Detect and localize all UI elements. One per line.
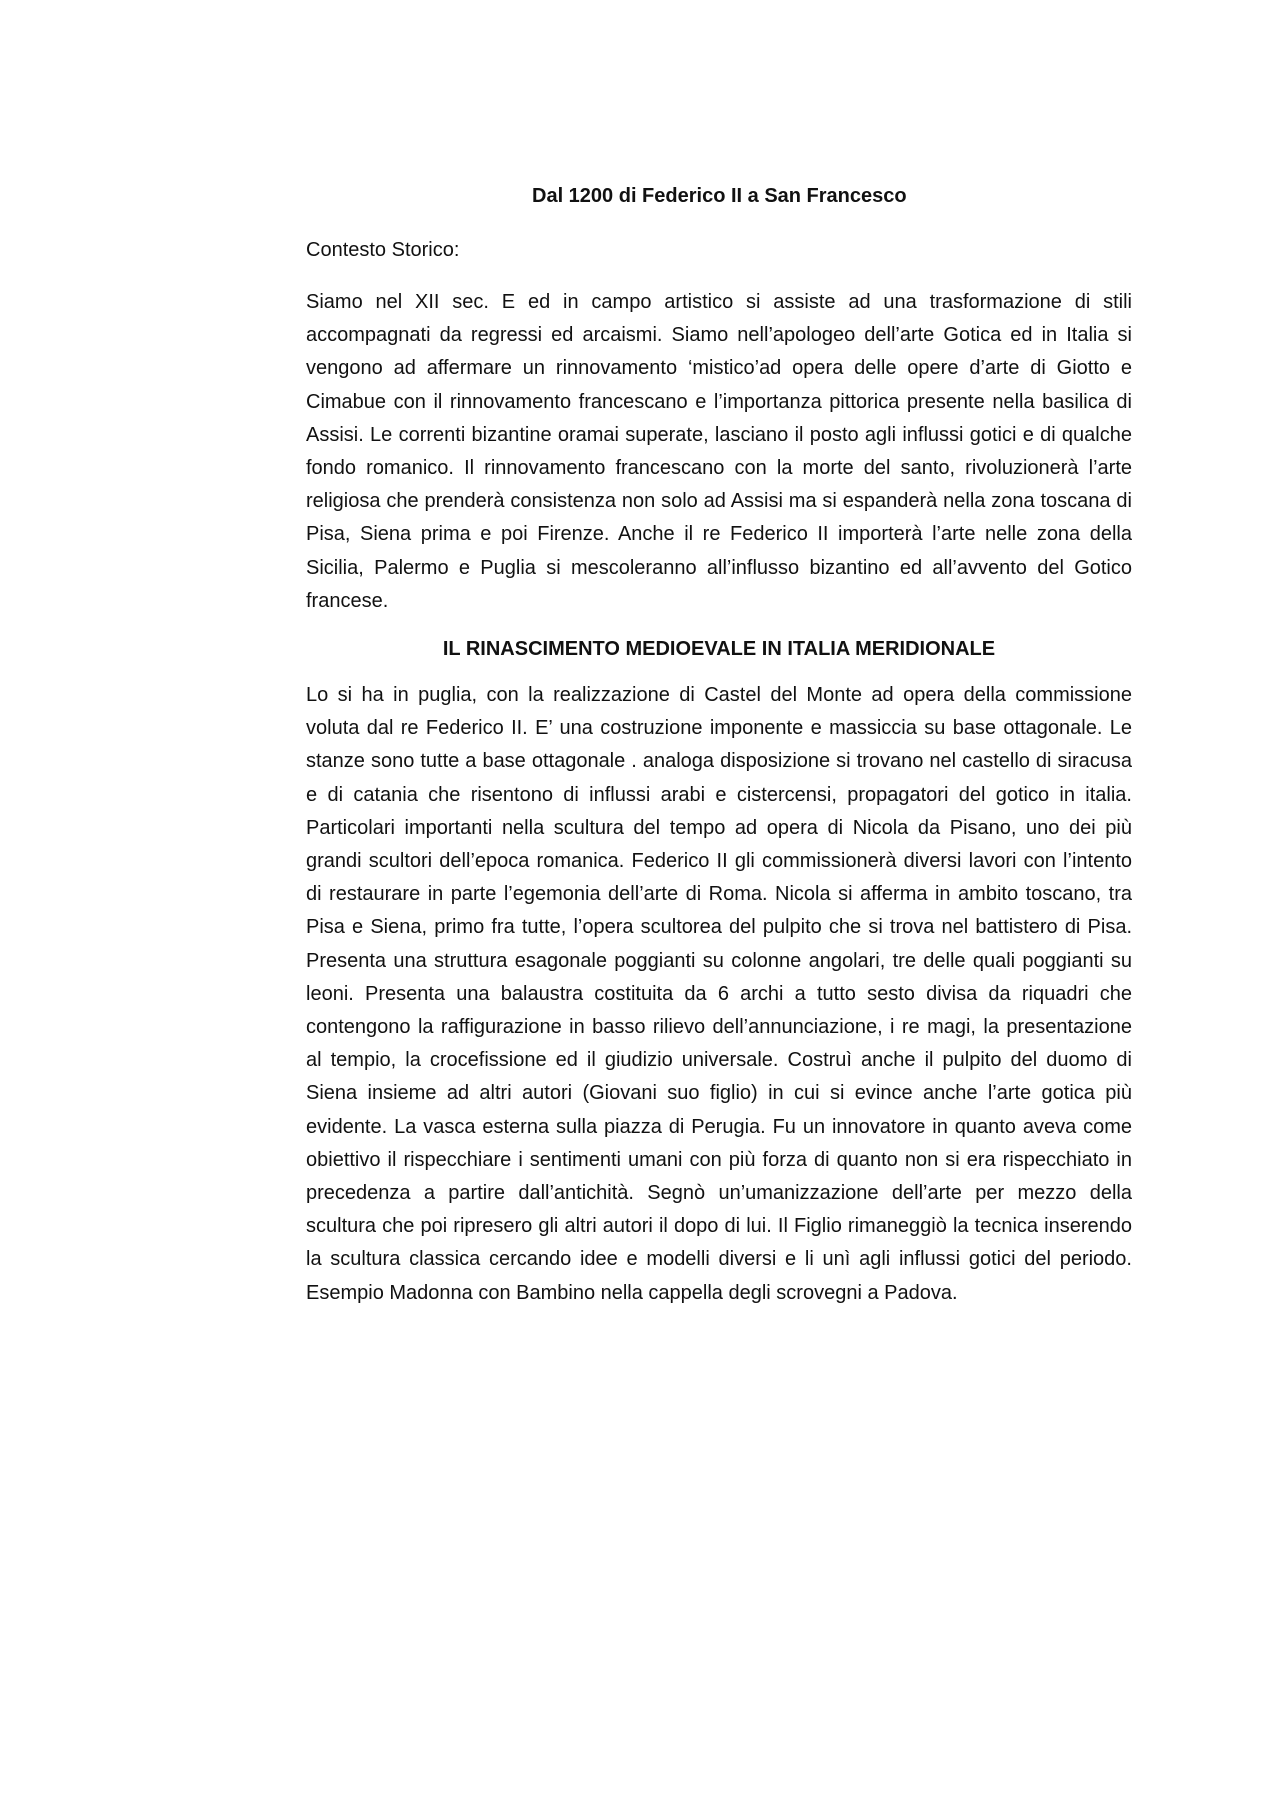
document-body — [306, 182, 1132, 1327]
document-title: Dal 1200 di Federico II a San Francesco — [532, 185, 907, 207]
paragraph-southern-italy: Lo si ha in puglia, con la realizzazione di Castel del Monte ad opera della commissione voluta dal re Federico II. E’ una costruzione imponente e massiccia su base ottagonale. Le stanze sono tutte a base ottagonale . analoga disposizione si trovano nel castello di siracusa e di catania che risentono di influssi arabi e cistercensi, propagatori del gotico in italia. Particolari importanti nella scultura del tempo ad opera di Nicola da Pisano, uno dei più grandi scultori dell’epoca romanica. Federico II gli commissionerà diversi lavori con l’intento di restaurare in parte l’egemonia dell’arte di Roma. Nicola si afferma in ambito toscano, tra Pisa e Siena, primo fra tutte, l’opera scultorea del pulpito che si trova nel battistero di Pisa. Presenta una struttura esagonale poggianti su colonne angolari, tre delle quali poggianti su leoni. Presenta una balaustra costituita da 6 archi a tutto sesto divisa da riquadri che contengono la raffigurazione in basso rilievo dell’annunciazione, i re magi, la presentazione al tempio, la crocefissione ed il giudizio universale. Costruì anche il pulpito del duomo di Siena insieme ad altri autori (Giovani suo figlio) in cui si evince anche l’arte gotica più evidente. La vasca esterna sulla piazza di Perugia. Fu un innovatore in quanto aveva come obiettivo il rispecchiare i sentimenti umani con più forza di quanto non si era rispecchiato in precedenza a partire dall’antichità. Segnò un’umanizzazione dell’arte per mezzo della scultura che poi ripresero gli altri autori il dopo di lui. Il Figlio rimaneggiò la tecnica inserendo la scultura classica cercando idee e modelli diversi e li unì agli influssi gotici del periodo. Esempio Madonna con Bambino nella cappella degli scrovegni a Padova. — [306, 684, 1132, 1304]
section-heading: IL RINASCIMENTO MEDIOEVALE IN ITALIA MERIDIONALE — [442, 638, 996, 661]
context-label: Contesto Storico: — [306, 239, 460, 261]
paragraph-historical-context: Siamo nel XII sec. E ed in campo artistico si assiste ad una trasformazione di stili accompagnati da regressi ed arcaismi. Siamo nell’apologeo dell’arte Gotica ed in Italia si vengono ad affermare un rinnovamento ‘mistico’ad opera delle opere d’arte di Giotto e Cimabue con il rinnovamento francescano e l’importanza pittorica presente nella basilica di Assisi. Le correnti bizantine oramai superate, lasciano il posto agli influssi gotici e di qualche fondo romanico. Il rinnovamento francescano con la morte del santo, rivoluzionerà l’arte religiosa che prenderà consistenza non solo ad Assisi ma si espanderà nella zona toscana di Pisa, Siena prima e poi Firenze. Anche il re Federico II importerà l’arte nelle zona della Sicilia, Palermo e Puglia si mescoleranno all’influsso bizantino ed all’avvento del Gotico francese. — [306, 291, 1132, 612]
